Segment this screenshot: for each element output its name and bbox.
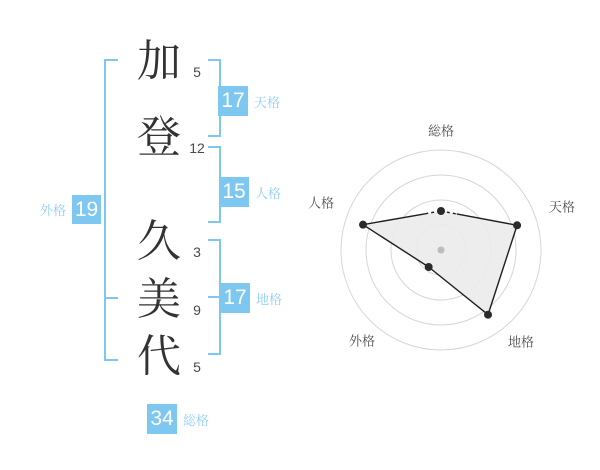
soukaku-value-badge: 34 [147,404,177,434]
tenkaku-label: 天格 [254,94,281,110]
jinkaku-label: 人格 [255,185,282,201]
radar-data-point [425,263,433,271]
radar-axis-label: 総格 [427,123,455,139]
tenkaku-value-badge: 17 [218,86,248,116]
stroke-count: 12 [189,140,205,156]
gaikaku-label: 外格 [40,203,67,218]
stroke-count: 5 [193,64,201,80]
radar-data-area [363,211,517,315]
name-character: 久 [137,217,181,266]
radar-axis-label: 人格 [307,195,334,211]
name-character: 代 [137,332,181,381]
radar-axis-label: 地格 [508,334,535,350]
chikaku-value-badge: 17 [220,283,250,313]
radar-axis-label: 天格 [549,199,576,215]
gaikaku-value-badge: 19 [72,195,101,224]
radar-data-point [359,221,367,229]
chikaku-label: 地格 [256,291,283,307]
name-character: 美 [137,275,181,324]
stroke-count: 5 [193,359,201,375]
radar-chart-svg [291,95,591,405]
stroke-count: 3 [193,244,201,260]
radar-center-dot [438,247,445,254]
soukaku-label: 総格 [183,412,210,428]
kaku-bracket [105,60,118,360]
kaku-radar-chart [291,95,591,405]
tenkaku-group [218,86,280,116]
stroke-count: 9 [193,302,201,318]
gaikaku-group [40,195,101,224]
radar-data-point [513,221,521,229]
jinkaku-group [219,177,281,207]
jinkaku-value-badge: 15 [219,177,249,207]
soukaku-group [147,404,209,434]
chikaku-group [220,283,282,313]
radar-data-point [484,311,492,319]
radar-axis-label: 外格 [348,333,375,349]
name-character: 登 [137,113,181,162]
name-character: 加 [137,37,181,86]
radar-data-point [437,207,445,215]
